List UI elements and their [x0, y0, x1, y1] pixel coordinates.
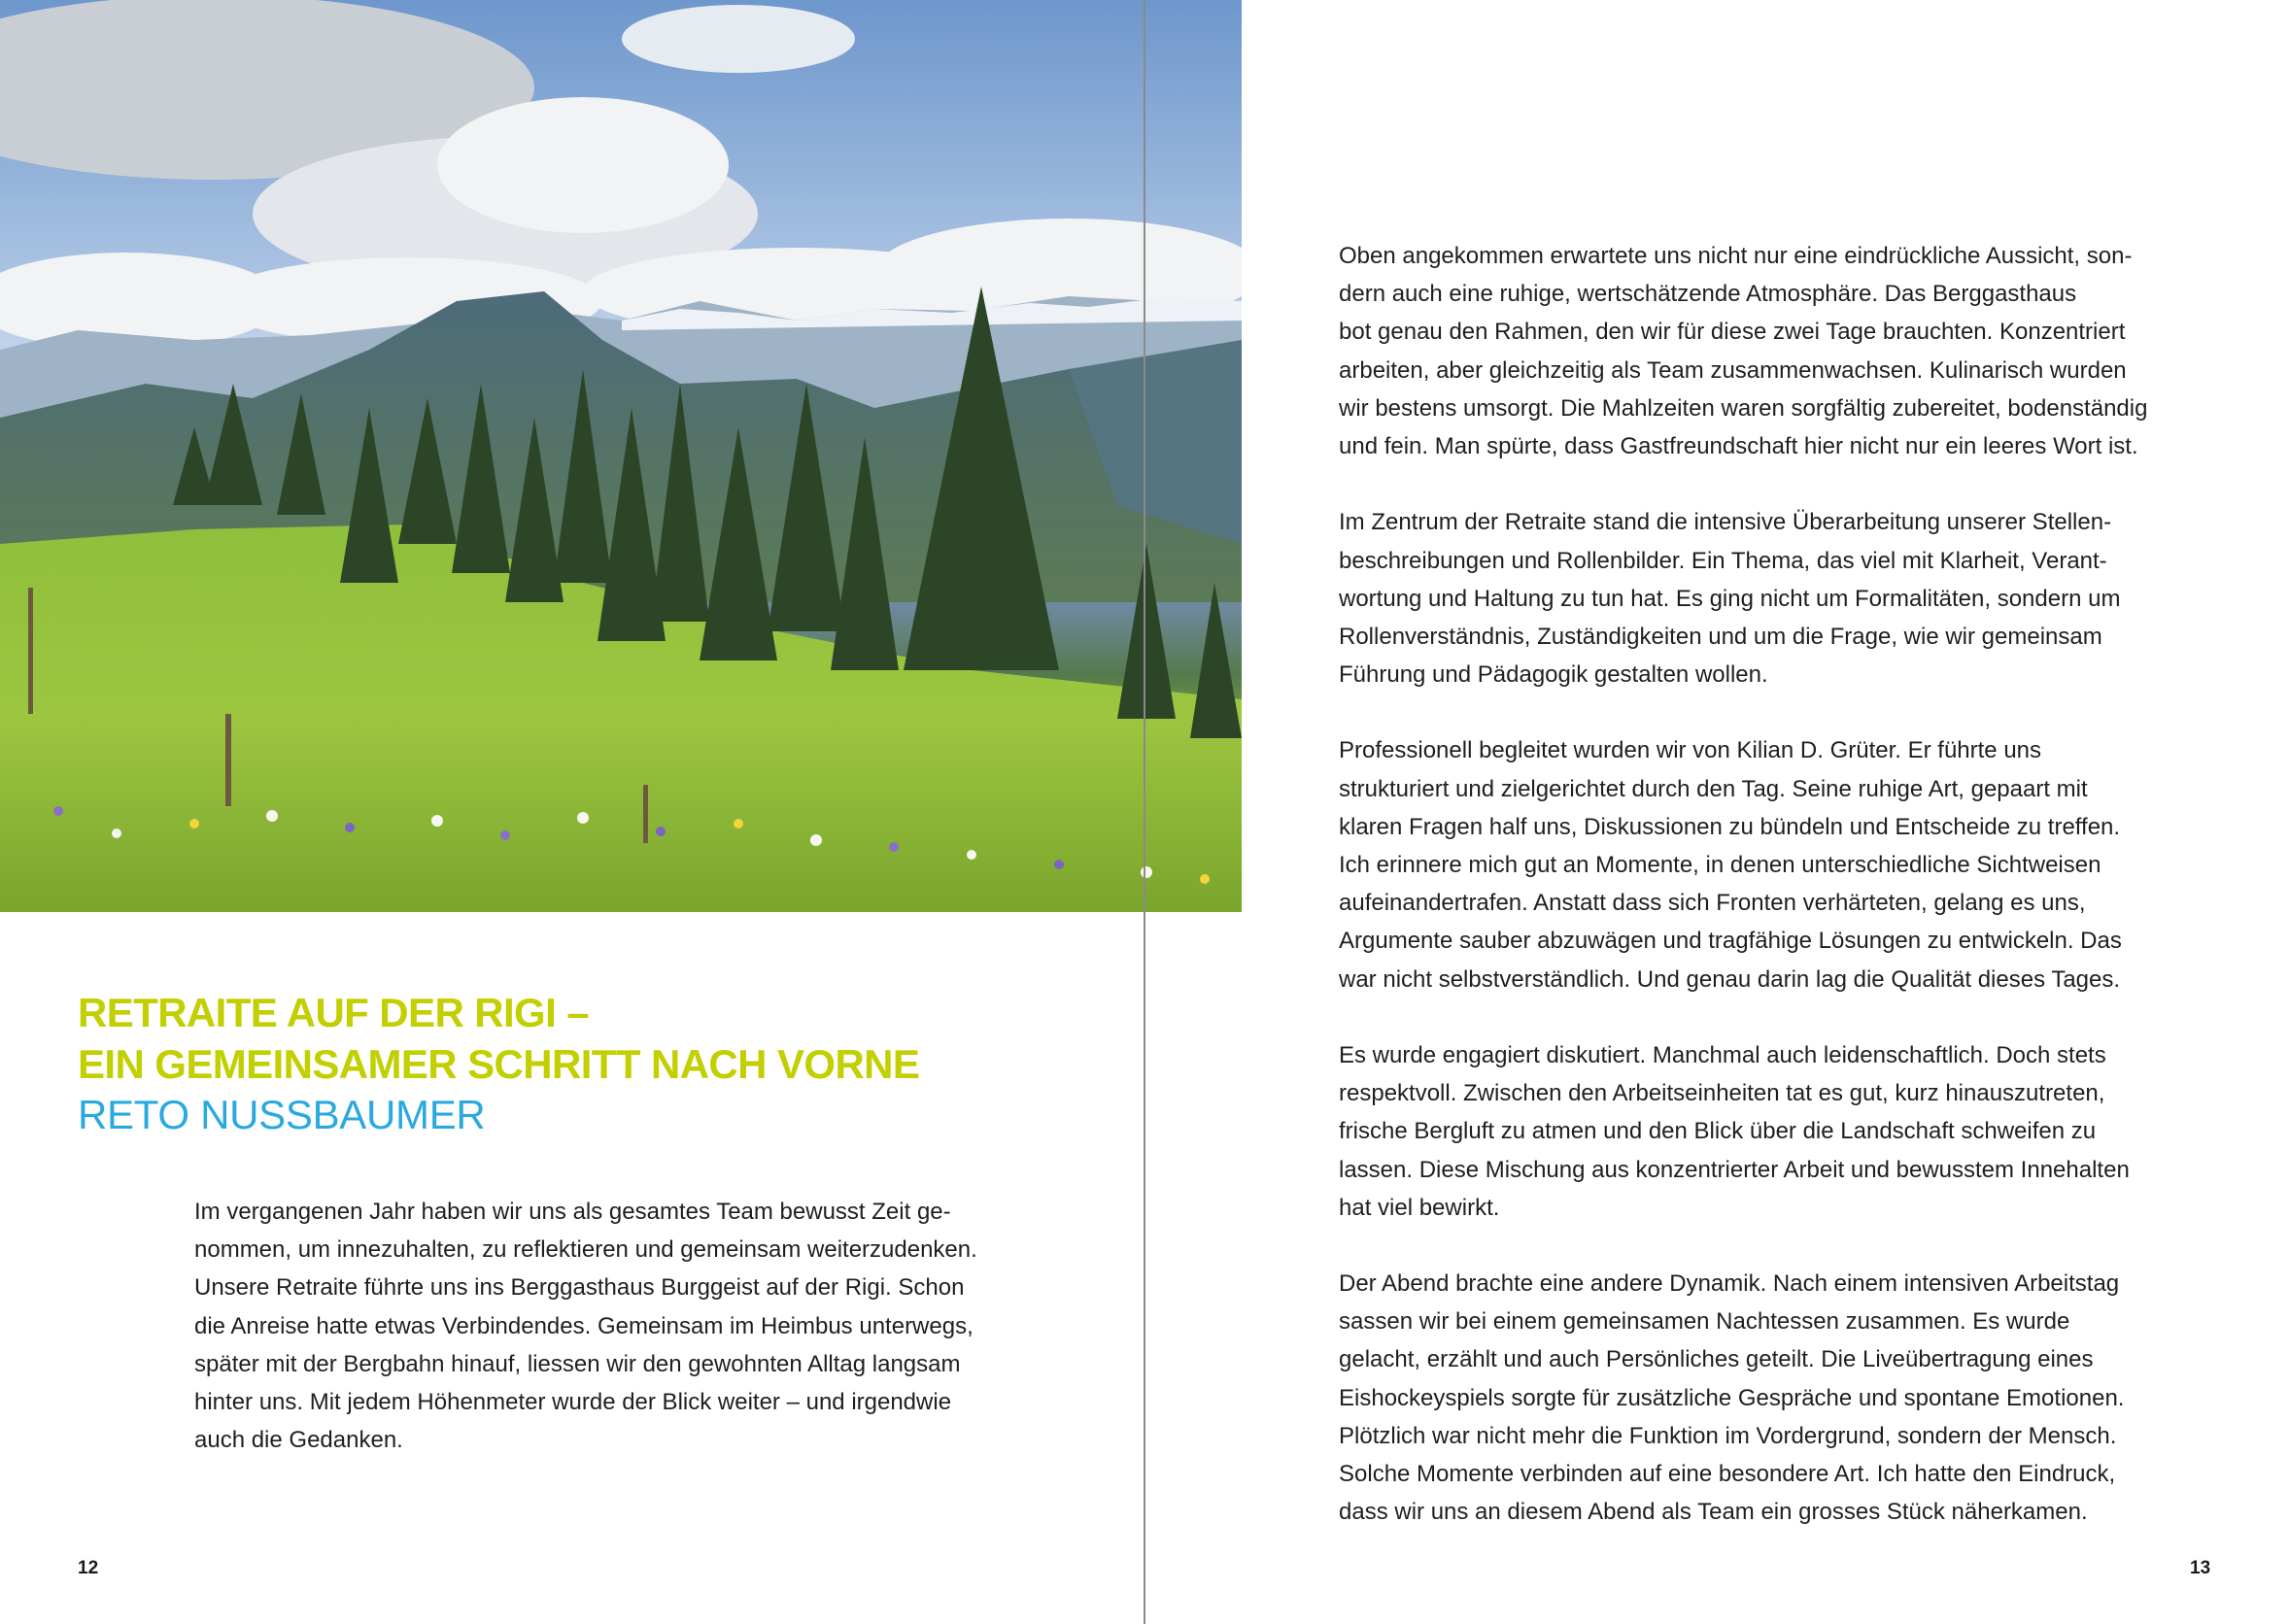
paragraph-gap: [1339, 998, 2147, 1036]
text-line: gelacht, erzählt und auch Persönliches geteilt. Die Liveübertragung eines: [1339, 1346, 2094, 1373]
text-line: lassen. Diese Mischung aus konzentrierter Arbeit und bewusstem Innehalten: [1339, 1156, 2130, 1183]
body-text-column: [1339, 237, 2147, 1531]
text-line: hat viel bewirkt.: [1339, 1194, 1500, 1221]
page-number-left: 12: [78, 1558, 99, 1578]
text-line: beschreibungen und Rollenbilder. Ein Thema, das viel mit Klarheit, Verant-: [1339, 547, 2107, 574]
paragraph-evening: [1339, 1265, 2147, 1531]
text-line: nommen, um innezuhalten, zu reflektieren und gemeinsam weiterzudenken.: [194, 1236, 977, 1264]
landscape-photo: [0, 0, 1242, 912]
text-line: aufeinandertrafen. Anstatt dass sich Fronten verhärteten, gelang es uns,: [1339, 890, 2086, 917]
intro-paragraph: [194, 1193, 977, 1459]
text-line: Im Zentrum der Retraite stand die intensive Überarbeitung unserer Stellen-: [1339, 509, 2112, 536]
text-line: arbeiten, aber gleichzeitig als Team zusammenwachsen. Kulinarisch wurden: [1339, 356, 2127, 384]
text-line: hinter uns. Mit jedem Höhenmeter wurde der Blick weiter – und irgendwie: [194, 1388, 952, 1415]
text-line: dern auch eine ruhige, wertschätzende Atmosphäre. Das Berggasthaus: [1339, 281, 2077, 308]
text-line: wortung und Haltung zu tun hat. Es ging nicht um Formalitäten, sondern um: [1339, 585, 2121, 612]
landscape-illustration: [0, 0, 1242, 912]
text-line: frische Bergluft zu atmen und den Blick über die Landschaft schweifen zu: [1339, 1118, 2097, 1145]
paragraph-gap: [1339, 694, 2147, 731]
text-line: respektvoll. Zwischen den Arbeitseinheiten tat es gut, kurz hinauszutreten,: [1339, 1080, 2105, 1107]
text-line: Rollenverständnis, Zuständigkeiten und um die Frage, wie wir gemeinsam: [1339, 623, 2102, 650]
page-spine-divider: [1144, 0, 1145, 1624]
paragraph-focus: [1339, 503, 2147, 694]
text-line: Oben angekommen erwartete uns nicht nur eine eindrückliche Aussicht, son-: [1339, 243, 2133, 269]
article-title-line: EIN GEMEINSAMER SCHRITT NACH VORNE: [78, 1041, 920, 1087]
text-line: Ich erinnere mich gut an Momente, in denen unterschiedliche Sichtweisen: [1339, 852, 2101, 878]
paragraph-arrival: [1339, 237, 2147, 465]
paragraph-facilitation: [1339, 731, 2147, 998]
text-line: Es wurde engagiert diskutiert. Manchmal auch leidenschaftlich. Doch stets: [1339, 1041, 2106, 1068]
text-line: klaren Fragen half uns, Diskussionen zu bündeln und Entscheide zu treffen.: [1339, 813, 2121, 840]
text-line: Im vergangenen Jahr haben wir uns als gesamtes Team bewusst Zeit ge-: [194, 1199, 951, 1225]
text-line: Führung und Pädagogik gestalten wollen.: [1339, 661, 1768, 689]
text-line: später mit der Bergbahn hinauf, liessen wir den gewohnten Alltag langsam: [194, 1350, 961, 1377]
text-line: und fein. Man spürte, dass Gastfreundschaft hier nicht nur ein leeres Wort ist.: [1339, 432, 2138, 459]
page-number-right: 13: [2190, 1558, 2211, 1578]
article-author: RETO NUSSBAUMER: [78, 1092, 486, 1137]
text-line: Plötzlich war nicht mehr die Funktion im Vordergrund, sondern der Mensch.: [1339, 1422, 2117, 1449]
text-line: war nicht selbstverständlich. Und genau darin lag die Qualität dieses Tages.: [1339, 965, 2121, 993]
text-line: auch die Gedanken.: [194, 1427, 403, 1454]
text-line: Eishockeyspiels sorgte für zusätzliche Gespräche und spontane Emotionen.: [1339, 1384, 2125, 1411]
text-line: bot genau den Rahmen, den wir für diese zwei Tage brauchten. Konzentriert: [1339, 319, 2126, 346]
article-title-line: RETRAITE AUF DER RIGI –: [78, 990, 590, 1035]
text-line: Unsere Retraite führte uns ins Berggasthaus Burggeist auf der Rigi. Schon: [194, 1274, 965, 1302]
paragraph-gap: [1339, 465, 2147, 503]
paragraph-gap: [1339, 1227, 2147, 1265]
text-line: Solche Momente verbinden auf eine besondere Art. Ich hatte den Eindruck,: [1339, 1461, 2116, 1487]
text-line: strukturiert und zielgerichtet durch den Tag. Seine ruhige Art, gepaart mit: [1339, 775, 2088, 802]
text-line: Professionell begleitet wurden wir von Kilian D. Grüter. Er führte uns: [1339, 737, 2042, 764]
article-title: [78, 987, 919, 1090]
text-line: die Anreise hatte etwas Verbindendes. Gemeinsam im Heimbus unterwegs,: [194, 1312, 974, 1339]
text-line: wir bestens umsorgt. Die Mahlzeiten waren sorgfältig zubereitet, bodenständig: [1339, 394, 2148, 422]
text-line: Argumente sauber abzuwägen und tragfähige Lösungen zu entwickeln. Das: [1339, 928, 2122, 955]
text-line: dass wir uns an diesem Abend als Team ein grosses Stück näherkamen.: [1339, 1499, 2088, 1526]
text-line: sassen wir bei einem gemeinsamen Nachtessen zusammen. Es wurde: [1339, 1308, 2070, 1336]
paragraph-discussion: [1339, 1036, 2147, 1227]
text-line: Der Abend brachte eine andere Dynamik. Nach einem intensiven Arbeitstag: [1339, 1270, 2120, 1298]
